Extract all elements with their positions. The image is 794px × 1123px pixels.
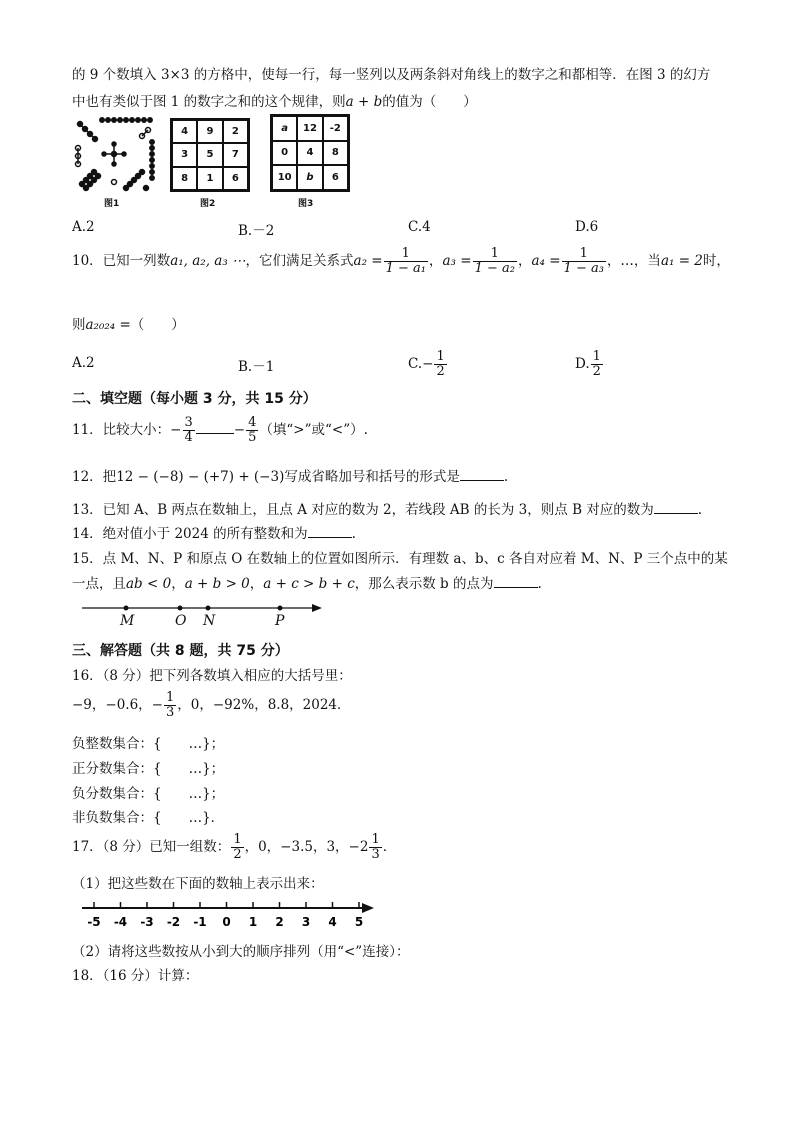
q13 <box>72 498 702 518</box>
frac-denominator: 4 <box>184 430 193 445</box>
q16-nums-tail: ，0，−92%，8.8，2024． <box>177 697 351 713</box>
q15-line2: 一点，且ab < 0，a + b > 0，a + c > b + c，那么表示数 b 的点为 . <box>72 576 542 592</box>
frac-denominator: 2 <box>233 847 242 862</box>
q10-optd-prefix: D. <box>575 356 590 372</box>
q17-sub1: （1）把这些数在下面的数轴上表示出来： <box>72 876 324 892</box>
frac-denominator: 2 <box>436 364 445 379</box>
figure-1-lo-shu-diagram <box>72 114 160 194</box>
grid-cell: 8 <box>323 141 348 166</box>
q16-title: 16．（8 分）把下列各数填入相应的大括号里： <box>72 668 352 684</box>
number-line-tick-label: 3 <box>301 915 311 929</box>
frac-denominator: 3 <box>166 705 175 720</box>
q10-option-b: B.－1 <box>238 359 275 375</box>
label-m: M <box>120 613 135 629</box>
q10-prefix: 10．已知一列数 <box>72 253 171 269</box>
grid-cell: 0 <box>272 141 297 166</box>
grid-cell: 6 <box>223 167 248 190</box>
frac-numerator: 1 <box>436 349 445 365</box>
q10-seq: a₁, a₂, a₃ ⋯ <box>170 253 246 269</box>
q15-cond1: ab < 0 <box>126 576 172 592</box>
q12 <box>72 465 508 485</box>
q9-line2 <box>72 90 477 110</box>
fig2-caption: 图2 <box>200 199 216 209</box>
q10-frac-a3 <box>473 247 517 275</box>
q16-set-positive-fractions: 正分数集合：{ …}； <box>72 761 225 777</box>
q10-a4: a₄ = <box>531 253 561 269</box>
q10-ask-tail: =（ ） <box>115 317 185 333</box>
fig1-center-dots <box>102 142 126 166</box>
grid-cell: 2 <box>223 120 248 143</box>
q17-mid: ，0，−3.5，3，−2 <box>244 839 369 855</box>
fig1-bottomright-dots <box>124 170 149 191</box>
point-o <box>178 606 183 611</box>
grid-cell: 6 <box>323 165 348 190</box>
section-3-title: 三、解答题（共 8 题，共 75 分） <box>72 643 289 659</box>
figure-3-magic-square <box>270 114 350 192</box>
q15-answer-blank[interactable] <box>494 575 538 588</box>
q9-line1: 的 9 个数填入 3×3 的方格中，使每一行，每一竖列以及两条斜对角线上的数字之和都相等．在图 3 的幻方 <box>72 67 711 83</box>
q11-frac1 <box>183 416 195 444</box>
q17-prefix: 17．（8 分）已知一组数： <box>72 839 231 855</box>
q11-tail: （填“>”或“<”）. <box>259 422 368 438</box>
grid-cell: 4 <box>172 120 197 143</box>
q17-end: ． <box>382 839 397 855</box>
q9-tail: 的值为（ ） <box>382 94 477 110</box>
q15-line1: 15．点 M、N、P 和原点 O 在数轴上的位置如图所示．有理数 a、b、c 各自对应着 M、N、P 三个点中的某 <box>72 551 728 567</box>
section-2-title: 二、填空题（每小题 3 分，共 15 分） <box>72 391 317 407</box>
grid-cell: 10 <box>272 165 297 190</box>
grid-cell: 12 <box>297 116 322 141</box>
q9-option-d: D.6 <box>575 219 599 235</box>
q9-expr: a + b <box>345 94 383 110</box>
q9-line2-text: 中也有类似于图 1 的数字之和的这个规律，则 <box>72 94 346 110</box>
q16-numbers <box>72 688 351 722</box>
frac-numerator: 1 <box>592 349 601 365</box>
grid-cell: 1 <box>197 167 222 190</box>
number-line-tick-label: -3 <box>140 915 154 929</box>
q12-tail: 写成省略加号和括号的形式是 <box>284 469 460 485</box>
q18-title: 18．（16 分）计算： <box>72 968 199 984</box>
q17-line <box>72 828 396 866</box>
q9-option-b: B.－2 <box>238 223 275 239</box>
q10-ask-var: a₂₀₂₄ <box>85 317 116 333</box>
q12-prefix: 12．把 <box>72 469 117 485</box>
number-line-tick-label: -1 <box>193 915 207 929</box>
frac-denominator: 2 <box>592 364 601 379</box>
frac-denominator: 5 <box>248 430 257 445</box>
q9-option-c: C.4 <box>408 219 431 235</box>
fig1-bottomleft-dots <box>80 170 101 191</box>
q13-end: . <box>697 502 703 518</box>
number-line-tick-label: 4 <box>328 915 337 929</box>
q11 <box>72 410 368 450</box>
frac-denominator: 1 − a₁ <box>385 261 426 276</box>
label-p: P <box>275 613 285 629</box>
q10-cond: a₁ = 2 <box>660 253 703 269</box>
grid-cell: 3 <box>172 143 197 166</box>
q10-optd-frac <box>591 350 603 378</box>
number-line-tick-label: -4 <box>113 915 128 929</box>
frac-numerator: 3 <box>184 415 193 431</box>
q16-frac <box>164 691 176 719</box>
label-o: O <box>175 613 187 629</box>
number-line-tick-label: 2 <box>275 915 284 929</box>
grid-cell: 5 <box>197 143 222 166</box>
grid-cell: a <box>272 116 297 141</box>
fig1-caption: 图1 <box>104 199 120 209</box>
q10-option-a: A.2 <box>72 355 95 371</box>
q16-set-negative-integers: 负整数集合：{ …}； <box>72 736 225 752</box>
grid-cell: 7 <box>223 143 248 166</box>
q13-answer-blank[interactable] <box>654 501 698 514</box>
q16-set-negative-fractions: 负分数集合：{ …}； <box>72 786 225 802</box>
q12-end: . <box>503 469 509 485</box>
frac-numerator: 1 <box>371 832 380 848</box>
frac-denominator: 3 <box>371 847 380 862</box>
frac-numerator: 1 <box>166 690 175 706</box>
q15-tail: ，那么表示数 b 的点为 <box>354 576 494 592</box>
grid-cell: 9 <box>197 120 222 143</box>
q15-prefix: 一点，且 <box>72 576 126 592</box>
frac-denominator: 1 − a₂ <box>474 261 515 276</box>
q14-text: 14．绝对值小于 2024 的所有整数和为 <box>72 526 308 542</box>
number-line-tick-label: 1 <box>248 915 258 929</box>
q17-frac1 <box>231 833 243 861</box>
q10-ask <box>72 313 185 333</box>
q15-end: . <box>537 576 542 592</box>
q10-mid: ，它们满足关系式 <box>245 253 354 269</box>
q14-answer-blank[interactable] <box>308 525 352 538</box>
fig1-top-dots <box>100 118 152 122</box>
q17-frac2 <box>369 833 381 861</box>
label-n: N <box>203 613 216 629</box>
frac-numerator: 1 <box>233 832 242 848</box>
q15-cond3: a + c > b + c <box>263 576 355 592</box>
q15-cond2: a + b > 0 <box>184 576 250 592</box>
q10-frac-a2 <box>384 247 428 275</box>
q11-prefix: 11．比较大小：− <box>72 422 182 438</box>
q10-cond-tail: 时， <box>702 253 730 269</box>
point-m <box>124 606 129 611</box>
q10-ask-prefix: 则 <box>72 317 86 333</box>
q12-answer-blank[interactable] <box>460 468 504 481</box>
grid-cell: -2 <box>323 116 348 141</box>
number-line-tick-label: -5 <box>87 915 101 929</box>
q13-text: 13．已知 A、B 两点在数轴上，且点 A 对应的数为 2，若线段 AB 的长为 3，则点 B 对应的数为 <box>72 502 654 518</box>
number-line-tick-label: 0 <box>222 915 231 929</box>
frac-numerator: 1 <box>579 246 588 262</box>
grid-cell: 8 <box>172 167 197 190</box>
frac-numerator: 1 <box>490 246 499 262</box>
frac-denominator: 1 − a₃ <box>563 261 604 276</box>
q16-set-nonnegative: 非负数集合：{ …}． <box>72 810 225 826</box>
fig1-left-dots <box>76 146 81 167</box>
number-line-tick-label: -2 <box>166 915 181 929</box>
q10-option-d <box>575 346 604 382</box>
q10-optc-prefix: C.− <box>408 356 434 372</box>
q10-line1: 10．已知一列数a₁, a₂, a₃ ⋯，它们满足关系式a₂ = $\frac{1}{\text{1 − a₁}}$ ，a₃ = $\frac{1}{\text{1 − a₂}}$ ，a₄ = $\frac{1}{\text{1 − a₃}}$ ，…，当a₁ = 2时， <box>72 246 730 276</box>
q14-end: . <box>351 526 356 542</box>
q17-sub2: （2）请将这些数按从小到大的顺序排列（用“<”连接）： <box>72 944 410 960</box>
fig1-topleft-dots <box>78 122 98 142</box>
q12-expr: 12 − (−8) − (+7) + (−3) <box>116 469 285 485</box>
frac-numerator: 1 <box>401 246 410 262</box>
point-n <box>206 606 211 611</box>
q16-nums-prefix: −9，−0.6，− <box>72 697 163 713</box>
q10-option-c <box>408 346 448 382</box>
grid-cell: 4 <box>297 141 322 166</box>
number-line-tick-label: 5 <box>354 915 364 929</box>
q17-number-line <box>82 898 382 932</box>
q10-optc-frac <box>434 350 446 378</box>
q10-a3: a₃ = <box>442 253 472 269</box>
fig3-caption: 图3 <box>298 199 314 209</box>
q14 <box>72 522 356 542</box>
figure-2-magic-square <box>170 118 250 192</box>
q11-mid: − <box>233 422 246 438</box>
point-p <box>278 606 283 611</box>
fig1-bottom-dot <box>112 180 117 185</box>
q11-answer-blank[interactable] <box>196 421 234 434</box>
q10-frac-a4 <box>562 247 606 275</box>
fig1-topright-dots <box>140 128 151 139</box>
grid-cell: b <box>297 165 322 190</box>
q9-option-a: A.2 <box>72 219 95 235</box>
frac-numerator: 4 <box>248 415 257 431</box>
q10-tail: ，…，当 <box>606 253 661 269</box>
fig1-right-dots <box>150 140 154 180</box>
q11-frac2 <box>246 416 258 444</box>
q10-a2: a₂ = <box>353 253 383 269</box>
